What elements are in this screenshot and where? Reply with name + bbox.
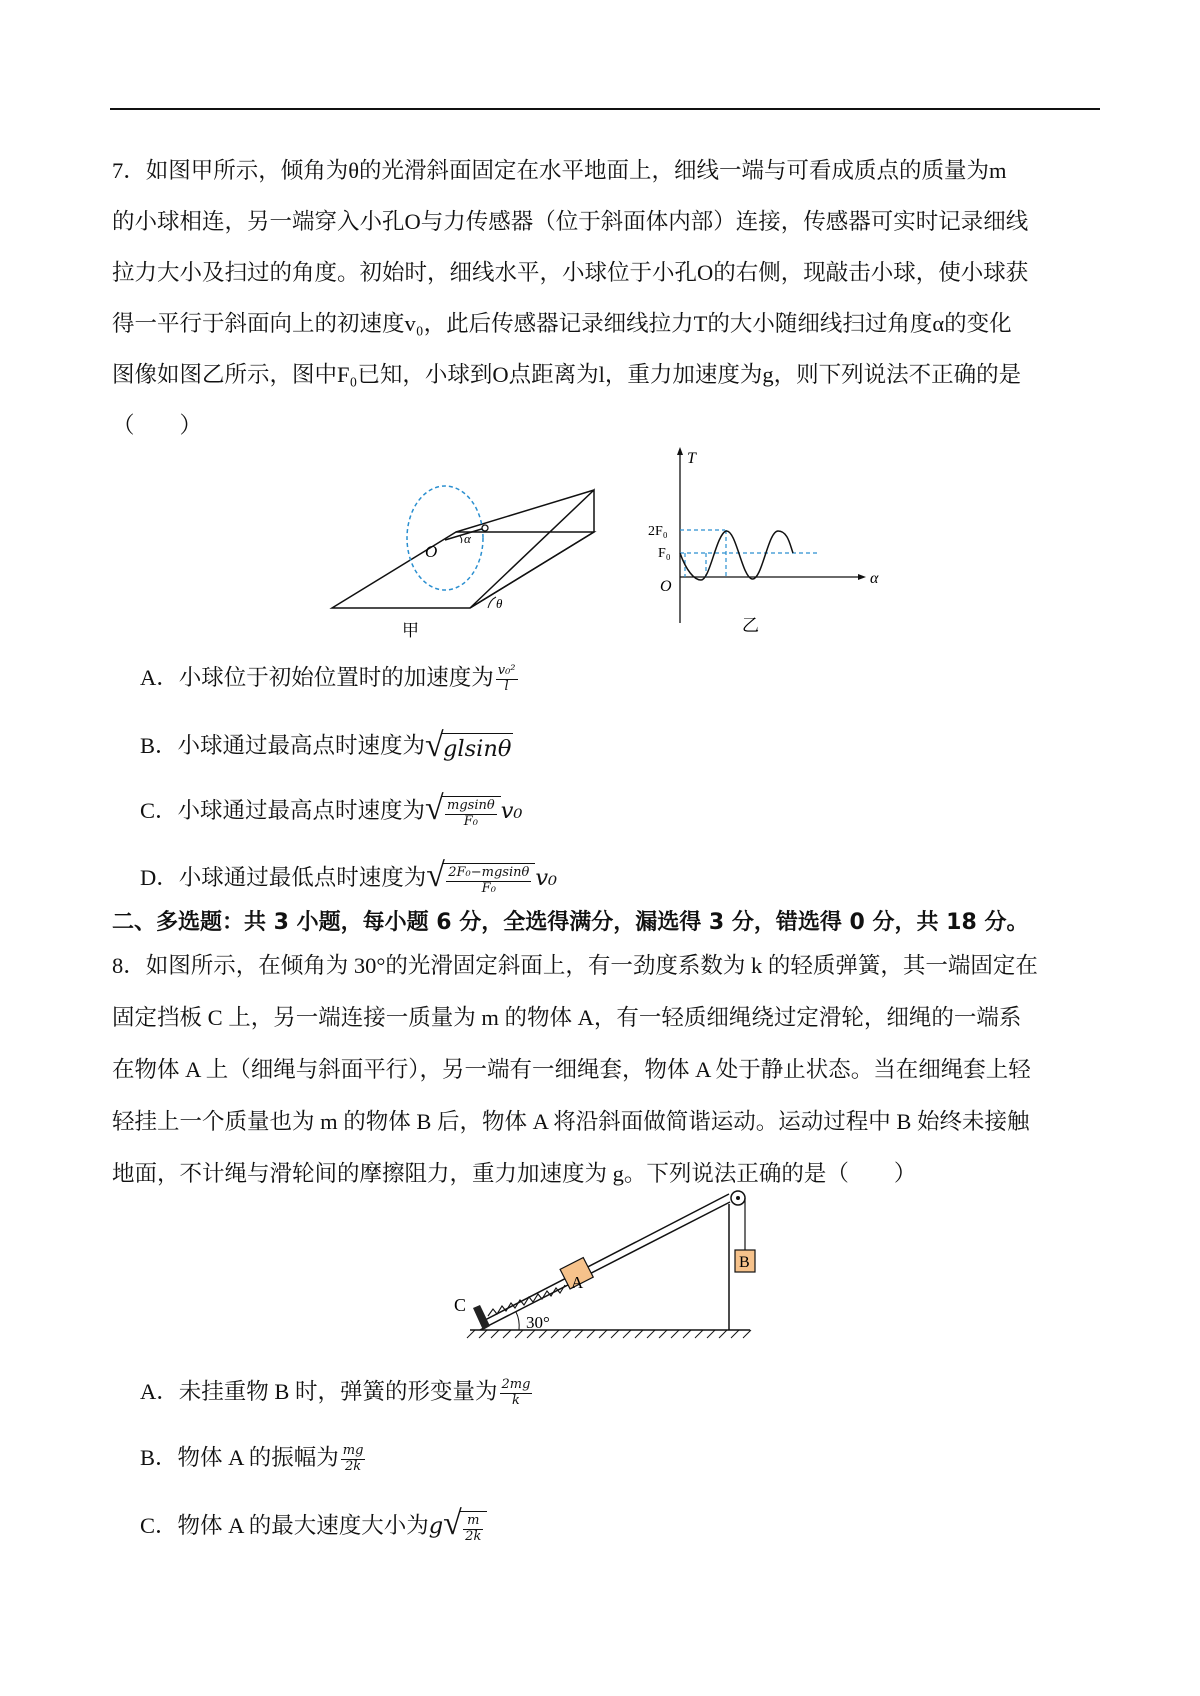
label-30deg: 30°	[526, 1313, 550, 1332]
label-A: A	[571, 1273, 584, 1292]
q7-option-b-text: B．小球通过最高点时速度为	[140, 733, 426, 758]
q7-option-b[interactable]	[140, 727, 513, 765]
q7-option-a[interactable]	[140, 660, 520, 695]
yi-origin: O	[660, 578, 672, 595]
q7-option-c-text: C．小球通过最高点时速度为	[140, 798, 426, 823]
label-B: B	[739, 1254, 750, 1271]
yi-tick-2F0: 2F₀	[648, 524, 668, 539]
figure-yi-graph	[640, 445, 900, 645]
q8-option-b[interactable]	[140, 1440, 367, 1475]
q7-option-c-sqrt: √ $\frac{mgsin\theta}{\text{F₀}}$	[425, 796, 501, 830]
q7-option-a-fraction: $\frac{\text{v₀²}}{l}$	[497, 663, 516, 695]
top-rule	[110, 108, 1100, 110]
yi-axis-T: T	[687, 450, 696, 467]
q7-option-d-text: D．小球通过最低点时速度为	[140, 865, 427, 890]
q8-line-1: 8．如图所示，在倾角为 30°的光滑固定斜面上，有一劲度系数为 k 的轻质弹簧，其一端固定在	[112, 953, 1038, 978]
q8-option-a-fraction: $\frac{2mg}{k}$	[501, 1377, 531, 1409]
jia-caption: 甲	[402, 621, 419, 640]
figure-jia-incline	[320, 480, 620, 650]
q7-option-d-sqrt: √ $\frac{\text{2F₀−mgsinθ}}{\text{F₀}}$	[426, 863, 535, 897]
q7-line-6: （ ）	[112, 413, 203, 438]
q7-line-1: 7．如图甲所示，倾角为θ的光滑斜面固定在水平地面上，细线一端与可看成质点的质量为m	[112, 158, 1007, 183]
q8-option-b-fraction: $\frac{mg}{2k}$	[342, 1443, 364, 1475]
q7-line-4: 得一平行于斜面向上的初速度v₀，此后传感器记录细线拉力T的大小随细线扫过角度α的变化	[112, 311, 1012, 336]
jia-label-theta: θ	[496, 596, 503, 611]
label-C: C	[454, 1295, 467, 1315]
figure-q8-incline-pulley	[440, 1190, 760, 1350]
jia-label-O: O	[425, 542, 438, 561]
yi-tick-F0: F₀	[658, 546, 671, 561]
q8-option-a[interactable]	[140, 1374, 534, 1409]
q8-line-2: 固定挡板 C 上，另一端连接一质量为 m 的物体 A，有一轻质细绳绕过定滑轮，细绳的一端系	[112, 1005, 1022, 1030]
q8-option-b-text: B．物体 A 的振幅为	[140, 1445, 339, 1470]
q7-line-5: 图像如图乙所示，图中F₀已知，小球到O点距离为l，重力加速度为g，则下列说法不正确的是	[112, 362, 1022, 387]
q8-option-c-text: C．物体 A 的最大速度大小为	[140, 1513, 429, 1538]
q7-line-2: 的小球相连，另一端穿入小孔O与力传感器（位于斜面体内部）连接，传感器可实时记录细线	[112, 209, 1029, 234]
q8-option-c[interactable]	[140, 1504, 487, 1545]
q7-option-d-v0: v₀	[535, 865, 558, 891]
jia-label-alpha: α	[464, 531, 471, 546]
q8-option-c-sqrt: √ $\frac{m}{2k}$	[443, 1511, 487, 1545]
q7-option-a-text: A．小球位于初始位置时的加速度为	[140, 665, 494, 690]
q8-option-a-text: A．未挂重物 B 时，弹簧的形变量为	[140, 1379, 498, 1404]
yi-axis-alpha: α	[870, 570, 879, 587]
q8-option-c-g: g	[428, 1513, 444, 1539]
yi-caption: 乙	[742, 616, 759, 635]
q7-option-c-v0: v₀	[500, 798, 523, 824]
q8-line-4: 轻挂上一个质量也为 m 的物体 B 后，物体 A 将沿斜面做简谐运动。运动过程中 B 始终未接触	[112, 1109, 1030, 1134]
q7-option-d[interactable]	[140, 856, 558, 897]
q7-option-b-sqrt: √ glsinθ	[425, 727, 512, 765]
q8-line-3: 在物体 A 上（细绳与斜面平行），另一端有一细绳套，物体 A 处于静止状态。当在细绳套上轻	[112, 1057, 1031, 1082]
q8-line-5: 地面，不计绳与滑轮间的摩擦阻力，重力加速度为 g。下列说法正确的是（ ）	[112, 1161, 917, 1186]
q7-line-3: 拉力大小及扫过的角度。初始时，细线水平，小球位于小孔O的右侧，现敲击小球，使小球获	[112, 260, 1029, 285]
q7-option-c[interactable]	[140, 789, 523, 830]
